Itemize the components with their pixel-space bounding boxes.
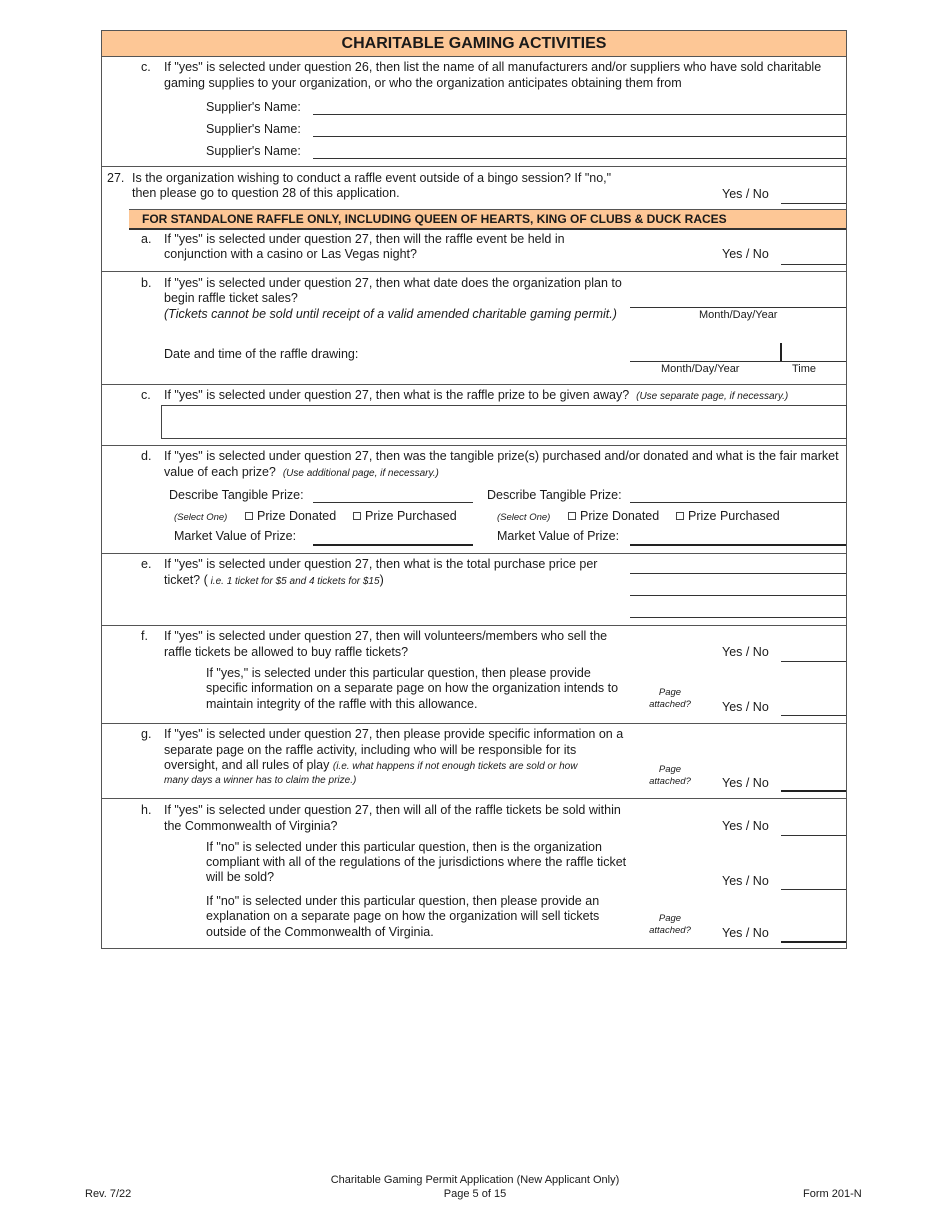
qb-line1: If "yes" is selected under question 27, then what date does the organization plan to [164,276,622,290]
qg-line4: many days a winner has to claim the prize.) [164,775,357,786]
q27-yesno-field[interactable] [781,203,846,204]
qh-line1: If "yes" is selected under question 27, then will all of the raffle tickets be sold within [164,803,621,817]
divider [101,271,846,272]
footer-form-title: Charitable Gaming Permit Application (New Applicant Only) [330,1174,620,1186]
checkbox-icon[interactable] [568,512,576,520]
describe-prize-label-2: Describe Tangible Prize: [487,488,622,502]
qe-note-close: ) [379,573,384,587]
prize-purchased-option-2[interactable] [676,509,780,525]
market-value-field-1[interactable] [313,544,473,546]
prize-donated-label-1: Prize Donated [257,509,337,523]
qb-line3: (Tickets cannot be sold until receipt of a valid amended charitable gaming permit.) [164,307,617,321]
qg-line2: separate page on the raffle activity, including who will be responsible for its [164,743,577,757]
qf-yesno-label-1: Yes / No [722,645,769,659]
qc-text [164,388,788,405]
prize-purchased-option-1[interactable] [353,509,457,525]
footer-revision: Rev. 7/22 [85,1188,132,1200]
qf-line2: raffle tickets be allowed to buy raffle tickets? [164,645,409,659]
qh-sub2a: If "no" is selected under this particular question, then please provide an [206,894,600,908]
prize-purchased-label-2: Prize Purchased [688,509,780,523]
qh-yesno-field-2[interactable] [781,889,846,890]
qf-page-attached-2: attached? [649,699,691,710]
qf-line1: If "yes" is selected under question 27, then will volunteers/members who sell the [164,629,608,643]
supplier-name-field-3[interactable] [313,158,846,159]
qe-line1: If "yes" is selected under question 27, then what is the total purchase price per [164,557,598,571]
qd-letter: d. [141,449,152,463]
qf-letter: f. [141,629,148,643]
divider [101,166,846,167]
qg-line3: oversight, and all rules of play [164,758,330,772]
divider [101,445,846,446]
market-value-field-2[interactable] [630,544,846,546]
qa-line1: If "yes" is selected under question 27, then will the raffle event be held in [164,232,565,246]
q26c-letter: c. [141,60,151,74]
standalone-raffle-banner [129,209,846,230]
qh-sub2b: explanation on a separate page on how the organization will sell tickets [206,909,600,923]
divider [101,798,846,799]
qh-sub1a: If "no" is selected under this particular question, then is the organization [206,840,602,854]
qg-page-attached-2: attached? [649,776,691,787]
divider [101,553,846,554]
footer-center [275,1174,675,1201]
qh-yesno-label-1: Yes / No [722,819,769,833]
ticket-price-field-1[interactable] [630,573,846,574]
qh-page-attached-2: attached? [649,925,691,936]
q27-number: 27. [107,171,125,185]
qh-yesno-label-2: Yes / No [722,874,769,888]
ticket-sales-date-label: Month/Day/Year [699,309,778,321]
qb-letter: b. [141,276,152,290]
section-title: CHARITABLE GAMING ACTIVITIES [341,35,607,52]
divider [101,625,846,626]
qa-line2: conjunction with a casino or Las Vegas night? [164,247,417,261]
qh-yesno-field-3[interactable] [781,941,846,943]
standalone-raffle-banner-text: FOR STANDALONE RAFFLE ONLY, INCLUDING QUEEN OF HEARTS, KING OF CLUBS & DUCK RACES [142,212,727,226]
qh-sub2c: outside of the Commonwealth of Virginia. [206,925,434,939]
drawing-date-label: Month/Day/Year [661,363,740,375]
qe-note: i.e. 1 ticket for $5 and 4 tickets for $15 [207,576,380,587]
qc-question: If "yes" is selected under question 27, then what is the raffle prize to be given away? [164,388,630,402]
ticket-price-field-2[interactable] [630,595,846,596]
qa-yesno-field[interactable] [781,264,846,265]
market-value-label-1: Market Value of Prize: [174,529,297,543]
qg-yesno-label: Yes / No [722,776,769,790]
raffle-prize-textbox[interactable] [161,405,847,439]
prize-donated-option-2[interactable] [568,509,659,525]
select-one-label-1: (Select One) [174,512,228,523]
supplier-label-3: Supplier's Name: [206,144,301,158]
market-value-label-2: Market Value of Prize: [497,529,620,543]
checkbox-icon[interactable] [353,512,361,520]
describe-prize-field-1[interactable] [313,502,473,503]
prize-purchased-label-1: Prize Purchased [365,509,457,523]
qc-note: (Use separate page, if necessary.) [636,391,789,402]
qe-line2: ticket? [164,573,201,587]
qf-sub1: If "yes," is selected under this particular question, then please provide [206,666,591,680]
prize-donated-label-2: Prize Donated [580,509,660,523]
drawing-label: Date and time of the raffle drawing: [164,347,359,361]
divider [101,723,846,724]
qa-letter: a. [141,232,152,246]
form-left-border [101,30,102,949]
q27-yesno-label: Yes / No [722,187,769,201]
qf-page-attached [648,687,692,711]
q26c-line2: gaming supplies to your organization, or who the organization anticipates obtaining them from [164,76,682,90]
form-bottom-border [101,948,846,949]
describe-prize-field-2[interactable] [630,502,846,503]
footer-form-number: Form 201-N [803,1188,862,1200]
supplier-name-field-1[interactable] [313,114,846,115]
q27-line1: Is the organization wishing to conduct a raffle event outside of a bingo session? If "no," [132,171,612,185]
qh-sub1b: compliant with all of the regulations of the jurisdictions where the raffle ticket [206,855,627,869]
qh-page-attached-1: Page [658,913,682,924]
qg-page-attached [648,764,692,788]
qe-letter: e. [141,557,152,571]
section-header [102,31,846,57]
qd-line2-wrap [164,465,439,482]
select-one-label-2: (Select One) [497,512,551,523]
qg-line1: If "yes" is selected under question 27, then please provide specific information on a [164,727,624,741]
qf-sub3: maintain integrity of the raffle with this allowance. [206,697,478,711]
prize-donated-option-1[interactable] [245,509,336,525]
supplier-name-field-2[interactable] [313,136,846,137]
qh-letter: h. [141,803,152,817]
divider [101,384,846,385]
qc-letter: c. [141,388,151,402]
qe-note-open: ( [203,573,208,587]
qd-line2: value of each prize? [164,465,276,479]
q27-line2: then please go to question 28 of this application. [132,186,400,200]
footer-page-number: Page 5 of 15 [443,1187,507,1200]
qh-page-attached [648,913,692,937]
qg-letter: g. [141,727,152,741]
qd-line1: If "yes" is selected under question 27, then was the tangible prize(s) purchased and/or donated and what is the fair market [164,449,839,463]
qg-page-attached-1: Page [658,764,682,775]
qf-yesno-field-2[interactable] [781,715,846,716]
qh-yesno-label-3: Yes / No [722,926,769,940]
qg-yesno-field[interactable] [781,790,846,792]
qa-yesno-label: Yes / No [722,247,769,261]
drawing-date-time-separator [780,343,782,361]
form-right-border [846,30,847,949]
qh-sub1c: will be sold? [206,870,275,884]
drawing-time-label: Time [792,363,817,375]
ticket-price-field-3[interactable] [630,617,846,618]
qg-note3: (i.e. what happens if not enough tickets are sold or how [332,761,578,772]
qh-line2: the Commonwealth of Virginia? [164,819,338,833]
checkbox-icon[interactable] [676,512,684,520]
qh-yesno-field-1[interactable] [781,835,846,836]
supplier-label-1: Supplier's Name: [206,100,301,114]
qe-line2-wrap [164,573,384,590]
q26c-line1: If "yes" is selected under question 26, then list the name of all manufacturers and/or suppliers who have sold charitable [164,60,822,74]
describe-prize-label-1: Describe Tangible Prize: [169,488,304,502]
supplier-label-2: Supplier's Name: [206,122,301,136]
qb-line2: begin raffle ticket sales? [164,291,298,305]
qd-note: (Use additional page, if necessary.) [282,468,439,479]
checkbox-icon[interactable] [245,512,253,520]
qf-yesno-label-2: Yes / No [722,700,769,714]
qf-yesno-field-1[interactable] [781,661,846,662]
qf-page-attached-1: Page [658,687,682,698]
qf-sub2: specific information on a separate page on how the organization intends to [206,681,619,695]
